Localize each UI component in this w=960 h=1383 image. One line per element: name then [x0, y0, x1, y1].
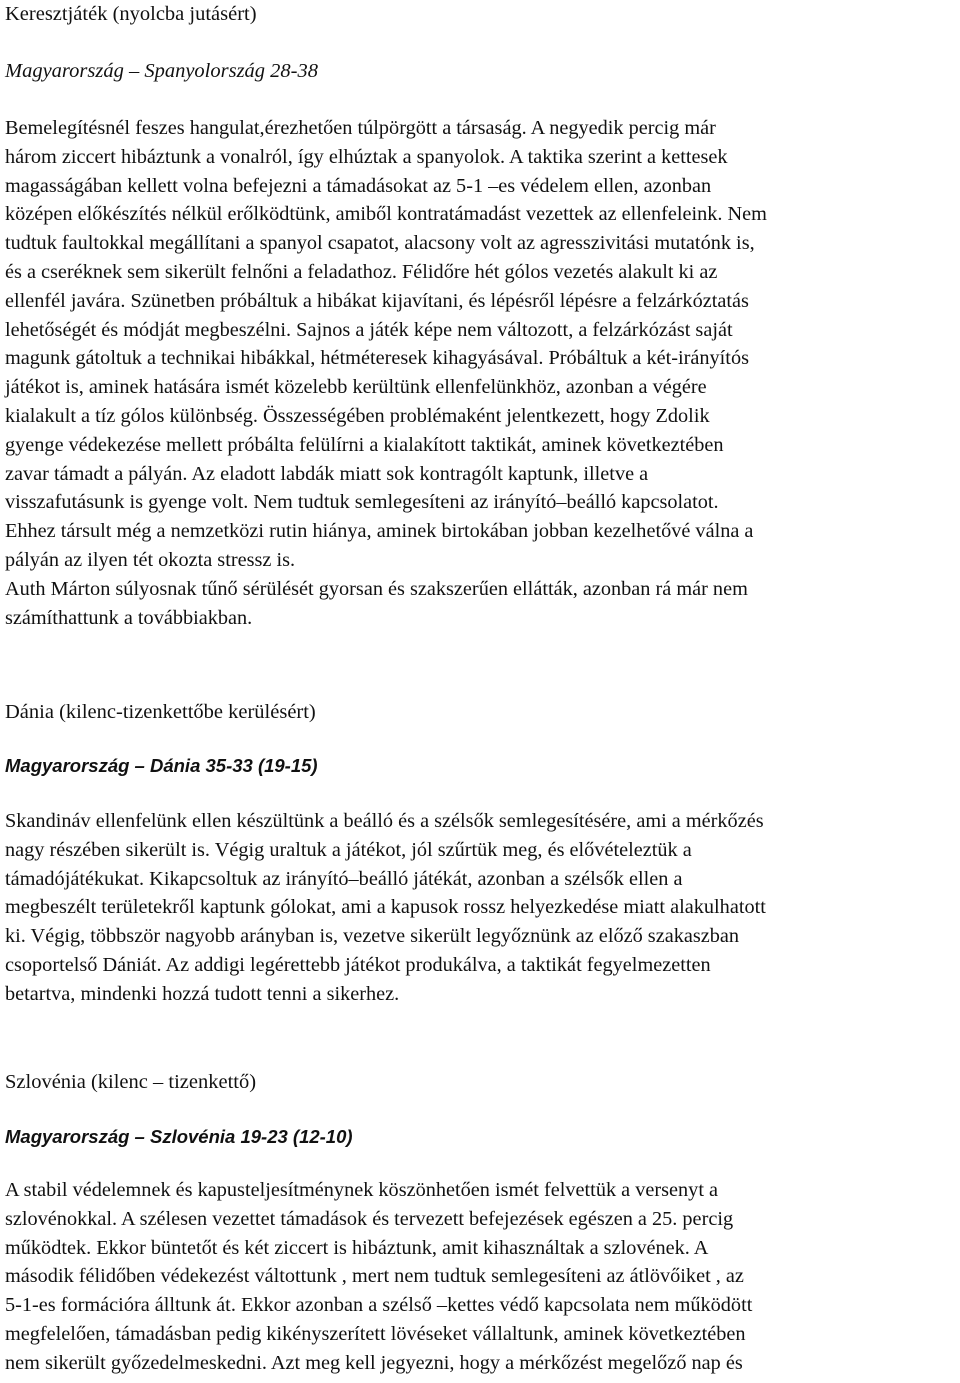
text-line: megbeszélt területekről kaptunk gólokat, ami a kapusok rossz helyezkedése miatt alakulhatott: [5, 896, 766, 919]
text-line: kialakult a tíz gólos különbség. Összességében problémaként jelentkezett, hogy Zdolik: [5, 404, 710, 427]
text-line: szlovénokkal. A szélesen vezettet támadások és tervezett befejezések egészen a 25. percig: [5, 1207, 734, 1230]
text-line: Auth Márton súlyosnak tűnő sérülését gyorsan és szakszerűen ellátták, azonban rá már nem: [5, 577, 748, 600]
text-line: nagy részében sikerült is. Végig uraltuk a játékot, jól szűrtük meg, és elővételeztük a: [5, 838, 692, 861]
match-report-paragraph: [5, 114, 955, 632]
text-line: magunk gátoltuk a technikai hibákkal, hétméteresek kihagyásával. Próbáltuk a két-irányítós: [5, 347, 749, 370]
text-line: visszafutásunk is gyenge volt. Nem tudtuk semlegesíteni az irányító–beálló kapcsolatot.: [5, 491, 719, 514]
text-line: működtek. Ekkor büntetőt és két ziccert is hibáztunk, amit kihasználtak a szlovének. A: [5, 1236, 709, 1259]
text-line: pályán az ilyen tét okozta stressz is.: [5, 548, 296, 571]
text-line: három ziccert hibáztunk a vonalról, így elhúztak a spanyolok. A taktika szerint a kettesek: [5, 145, 728, 168]
text-line: középen előkészítés nélkül erőlködtünk, amiből kontratámadást vezettek az ellenfeleink. Nem: [5, 203, 767, 226]
text-line: második félidőben védekezést váltottunk , mert nem tudtuk semlegesíteni az átlövőiket , az: [5, 1265, 744, 1288]
match-title: Magyarország – Dánia 35-33 (19-15): [5, 755, 318, 776]
text-line: magasságában kellett volna befejezni a támadásokat az 5-1 –es védelem ellen, azonban: [5, 174, 712, 197]
text-line: Ehhez társult még a nemzetközi rutin hiánya, aminek birtokában jobban kezelhetővé válna a: [5, 520, 754, 543]
text-line: Bemelegítésnél feszes hangulat,érezhetően túlpörgött a társaság. A negyedik percig már: [5, 117, 716, 139]
text-line: támadójátékukat. Kikapcsoltuk az irányító–beálló játékát, azonban a szélsők ellen a: [5, 867, 683, 890]
text-line: A stabil védelemnek és kapusteljesítménynek köszönhetően ismét felvettük a versenyt a: [5, 1179, 719, 1201]
match-title: Magyarország – Szlovénia 19-23 (12-10): [5, 1126, 353, 1147]
section-heading: Dánia (kilenc-tizenkettőbe kerülésért): [5, 701, 316, 723]
section-heading: Keresztjáték (nyolcba jutásért): [5, 3, 257, 25]
text-line: nem sikerült győzedelmeskedni. Azt meg kell jegyezni, hogy a mérkőzést megelőző nap és: [5, 1351, 743, 1374]
text-line: játékot is, aminek hatására ismét közelebb kerültünk ellenfelünkhöz, azonban a végére: [5, 376, 707, 399]
match-report-paragraph: [5, 1176, 955, 1378]
text-line: ki. Végig, többször nagyobb arányban is, vezetve sikerült legyőznünk az előző szakaszban: [5, 925, 740, 948]
text-line: 5-1-es formációra álltunk át. Ekkor azonban a szélső –kettes védő kapcsolata nem működött: [5, 1294, 753, 1317]
section-slovenia: [5, 1068, 955, 1378]
text-line: zavar támadt a pályán. Az eladott labdák miatt sok kontragólt kaptunk, illetve a: [5, 462, 649, 485]
match-title: Magyarország – Spanyolország 28-38: [5, 60, 319, 82]
text-line: Skandináv ellenfelünk ellen készültünk a beálló és a szélsők semlegesítésére, ami a mérkőzés: [5, 810, 764, 832]
text-line: megfelelően, támadásban pedig kikényszerített lövéseket vállaltunk, aminek következtében: [5, 1322, 746, 1345]
section-spain: [5, 0, 955, 632]
text-line: tudtuk faultokkal megállítani a spanyol csapatot, alacsony volt az agresszivitási mutatónk is,: [5, 232, 755, 255]
text-line: betartva, mindenki hozzá tudott tenni a sikerhez.: [5, 982, 400, 1005]
text-line: számíthattunk a továbbiakban.: [5, 606, 253, 629]
text-line: csoportelső Dániát. Az addigi legérettebb játékot produkálva, a taktikát fegyelmezetten: [5, 953, 711, 976]
text-line: és a cseréknek sem sikerült felnőni a feladathoz. Félidőre hét gólos vezetés alakult ki az: [5, 260, 718, 283]
text-line: gyenge védekezése mellett próbálta felülírni a kialakított taktikát, aminek következtében: [5, 433, 724, 456]
match-report-paragraph: [5, 807, 955, 1009]
text-line: lehetőségét és módját megbeszélni. Sajnos a játék képe nem változott, a felzárkózást saját: [5, 318, 733, 341]
text-line: ellenfél javára. Szünetben próbáltuk a hibákat kijavítani, és lépésről lépésre a felzárkóztatás: [5, 289, 749, 312]
section-denmark: [5, 698, 955, 1009]
section-heading: Szlovénia (kilenc – tizenkettő): [5, 1071, 257, 1093]
